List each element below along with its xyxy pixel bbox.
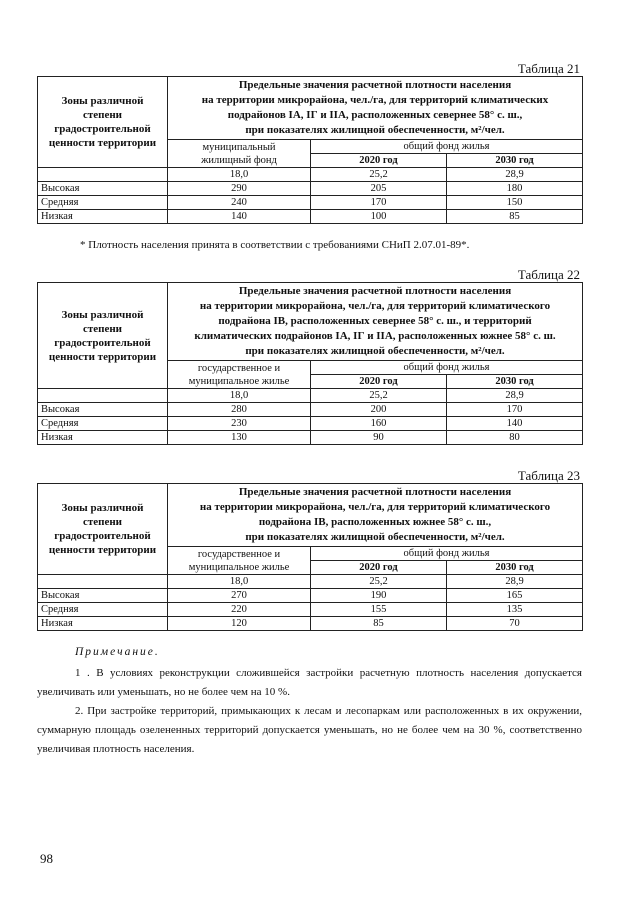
value-cell: 80 (447, 431, 583, 445)
row-label: Средняя (38, 603, 168, 617)
footnote: * Плотность населения принята в соответствии с требованиями СНиП 2.07.01-89*. (80, 239, 470, 251)
value-cell: 90 (311, 431, 447, 445)
table-header: Предельные значения расчетной плотности населения на территории микрорайона, чел./га, для территорий климатических подрайонов IА, IГ и IIА, расположенных севернее 58° с. ш., при показателях жилищной обеспеченности, м²/чел. (168, 77, 583, 140)
row-label: Высокая (38, 182, 168, 196)
row-label: Высокая (38, 589, 168, 603)
table-row (38, 617, 583, 631)
value-cell: 270 (168, 589, 311, 603)
value-cell: 180 (447, 182, 583, 196)
table-header: Предельные значения расчетной плотности населения на территории микрорайона, чел./га, для территорий климатического подрайона IВ, расположенных южнее 58° с. ш., при показателях жилищной обеспеченности, м²/чел. (168, 484, 583, 547)
row-label: Высокая (38, 403, 168, 417)
value-cell: 200 (311, 403, 447, 417)
year-header: 2020 год (311, 375, 447, 389)
value-cell: 290 (168, 182, 311, 196)
empty-cell (38, 168, 168, 182)
table-21-caption: Таблица 21 (517, 61, 580, 76)
fund-column-header: государственное и муниципальное жилье (168, 547, 311, 575)
year-header: 2020 год (311, 154, 447, 168)
table-21 (37, 76, 583, 224)
empty-cell (38, 575, 168, 589)
zone-header: Зоны различной степени градостроительной ценности территории (38, 77, 168, 168)
row-label: Низкая (38, 617, 168, 631)
value-cell: 70 (447, 617, 583, 631)
page-number: 98 (40, 851, 53, 866)
row-label: Низкая (38, 210, 168, 224)
norm-cell: 25,2 (311, 575, 447, 589)
norm-cell: 28,9 (447, 575, 583, 589)
value-cell: 140 (447, 417, 583, 431)
norm-cell: 25,2 (311, 389, 447, 403)
zone-header: Зоны различной степени градостроительной ценности территории (38, 484, 168, 575)
norm-cell: 18,0 (168, 575, 311, 589)
table-row (38, 210, 583, 224)
year-header: 2020 год (311, 561, 447, 575)
fund-column-header: государственное и муниципальное жилье (168, 361, 311, 389)
value-cell: 240 (168, 196, 311, 210)
norm-cell: 18,0 (168, 389, 311, 403)
zone-header: Зоны различной степени градостроительной ценности территории (38, 283, 168, 389)
table-row (38, 196, 583, 210)
value-cell: 165 (447, 589, 583, 603)
table-row (38, 589, 583, 603)
value-cell: 170 (311, 196, 447, 210)
norm-cell: 25,2 (311, 168, 447, 182)
value-cell: 85 (311, 617, 447, 631)
note-item-1: 1 . В условиях реконструкции сложившейся застройки расчетную плотность населения допускается увеличивать или уменьшать, но не более чем на 10 %. (37, 667, 582, 698)
value-cell: 130 (168, 431, 311, 445)
value-cell: 170 (447, 403, 583, 417)
table-row (38, 417, 583, 431)
value-cell: 230 (168, 417, 311, 431)
value-cell: 220 (168, 603, 311, 617)
row-label: Средняя (38, 417, 168, 431)
norm-cell: 28,9 (447, 389, 583, 403)
value-cell: 155 (311, 603, 447, 617)
year-header: 2030 год (447, 561, 583, 575)
norm-cell: 18,0 (168, 168, 311, 182)
value-cell: 85 (447, 210, 583, 224)
table-22 (37, 282, 583, 445)
table-row (38, 182, 583, 196)
value-cell: 190 (311, 589, 447, 603)
note-item-2: 2. При застройке территорий, примыкающих к лесам и лесопаркам или расположенных в их окружении, суммарную площадь озелененных территорий допускается уменьшать, но не более чем на 30 %, соответственно увеличивая плотность населения. (37, 705, 582, 755)
table-row (38, 431, 583, 445)
group-header: общий фонд жилья (311, 140, 583, 154)
fund-column-header: муниципальный жилищный фонд (168, 140, 311, 168)
group-header: общий фонд жилья (311, 547, 583, 561)
value-cell: 100 (311, 210, 447, 224)
notes-title: Примечание. (75, 646, 160, 658)
table-22-caption: Таблица 22 (517, 267, 580, 282)
value-cell: 160 (311, 417, 447, 431)
value-cell: 120 (168, 617, 311, 631)
table-header: Предельные значения расчетной плотности населения на территории микрорайона, чел./га, для территорий климатического подрайона IВ, расположенных севернее 58° с. ш., и территорий климатических подрайонов IА, IГ и IIА, расположенных южнее 58° с. ш. при показателях жилищной обеспеченности, м²/чел. (168, 283, 583, 361)
table-23-caption: Таблица 23 (517, 468, 580, 483)
row-label: Средняя (38, 196, 168, 210)
value-cell: 205 (311, 182, 447, 196)
value-cell: 150 (447, 196, 583, 210)
table-23 (37, 483, 583, 631)
empty-cell (38, 389, 168, 403)
value-cell: 135 (447, 603, 583, 617)
value-cell: 140 (168, 210, 311, 224)
group-header: общий фонд жилья (311, 361, 583, 375)
value-cell: 280 (168, 403, 311, 417)
norm-cell: 28,9 (447, 168, 583, 182)
year-header: 2030 год (447, 154, 583, 168)
year-header: 2030 год (447, 375, 583, 389)
table-row (38, 403, 583, 417)
row-label: Низкая (38, 431, 168, 445)
table-row (38, 603, 583, 617)
